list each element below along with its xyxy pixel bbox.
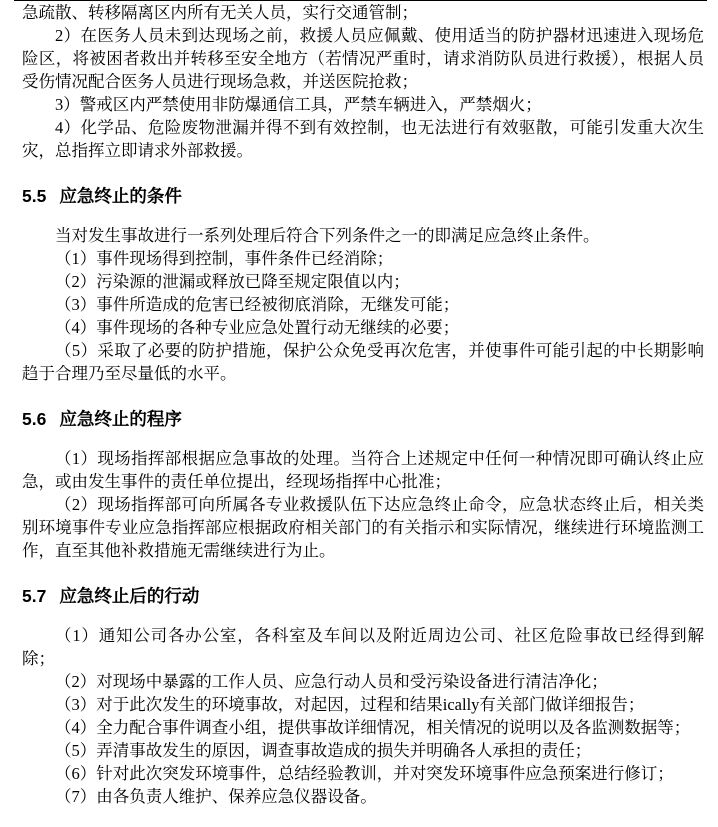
paragraph: （1）事件现场得到控制，事件条件已经消除；: [55, 249, 394, 268]
intro-line-1: 急疏散、转移隔离区内所有无关人员，实行交通管制；: [22, 3, 418, 22]
intro-line-4: 4）化学品、危险废物泄漏并得不到有效控制，也无法进行有效驱散，可能引发重大次生灾，总指挥立即请求外部救援。: [22, 118, 704, 160]
paragraph: （3）事件所造成的危害已经被彻底消除，无继发可能；: [55, 295, 460, 314]
section-title-5-7: 应急终止后的行动: [59, 586, 200, 606]
paragraph: （5）采取了必要的防护措施，保护公众免受再次危害，并使事件可能引起的中长期影响趋于合理乃至尽量低的水平。: [22, 341, 704, 383]
section-heading-5-5: [22, 183, 704, 208]
paragraph: （2）对现场中暴露的工作人员、应急行动人员和受污染设备进行清洁净化；: [55, 672, 608, 691]
section-heading-5-7: [22, 583, 704, 608]
spacer-before-section-5-5: [22, 162, 704, 183]
spacer-after-heading-5-7: [22, 608, 704, 624]
section-title-5-6: 应急终止的程序: [59, 409, 182, 429]
intro-block: [22, 1, 704, 162]
paragraph: （4）全力配合事件调查小组，提供事故详细情况，相关情况的说明以及各监测数据等；: [55, 718, 691, 737]
intro-line-2: 2）在医务人员未到达现场之前，救援人员应佩戴、使用适当的防护器材迅速进入现场危险区，将被困者救出并转移至安全地方（若情况严重时，请求消防队员进行救援），根据人员受伤情况配合医务人员进行现场急救，并送医院抢救；: [22, 26, 704, 91]
spacer-after-heading-5-6: [22, 431, 704, 447]
section-number-5-7: 5.7: [22, 586, 47, 606]
paragraph: （6）针对此次突发环境事件，总结经验教训，并对突发环境事件应急预案进行修订；: [55, 764, 674, 783]
paragraph: （2）污染源的泄漏或释放已降至规定限值以内；: [55, 272, 410, 291]
intro-line-3: 3）警戒区内严禁使用非防爆通信工具，严禁车辆进入，严禁烟火；: [55, 95, 542, 114]
paragraph: （2）现场指挥部可向所属各专业救援队伍下达应急终止命令，应急状态终止后，相关类别环境事件专业应急指挥部应根据政府相关部门的有关指示和实际情况，继续进行环境监测工作，直至其他补救措施无需继续进行为止。: [22, 495, 704, 560]
section-number-5-6: 5.6: [22, 409, 47, 429]
paragraph: （4）事件现场的各种专业应急处置行动无继续的必要；: [55, 318, 460, 337]
section-body-5-7: [22, 624, 704, 808]
spacer-before-section-5-7: [22, 562, 704, 583]
paragraph: （7）由各负责人维护、保养应急仪器设备。: [55, 787, 377, 806]
section-heading-5-6: [22, 406, 704, 431]
paragraph: （1）现场指挥部根据应急事故的处理。当符合上述规定中任何一种情况即可确认终止应急，或由发生事件的责任单位提出，经现场指挥中心批准；: [22, 449, 704, 491]
section-number-5-5: 5.5: [22, 186, 47, 206]
section-body-5-6: [22, 447, 704, 562]
paragraph: （3）对于此次发生的环境事故，对起因，过程和结果ically有关部门做详细报告；: [55, 695, 645, 714]
paragraph: （1）通知公司各办公室，各科室及车间以及附近周边公司、社区危险事故已经得到解除；: [22, 626, 704, 668]
paragraph: （5）弄清事故发生的原因，调查事故造成的损失并明确各人承担的责任；: [55, 741, 592, 760]
spacer-before-section-5-6: [22, 385, 704, 406]
section-title-5-5: 应急终止的条件: [59, 186, 182, 206]
spacer-after-heading-5-5: [22, 208, 704, 224]
section-body-5-5: [22, 224, 704, 385]
paragraph: 当对发生事故进行一系列处理后符合下列条件之一的即满足应急终止条件。: [55, 226, 600, 245]
